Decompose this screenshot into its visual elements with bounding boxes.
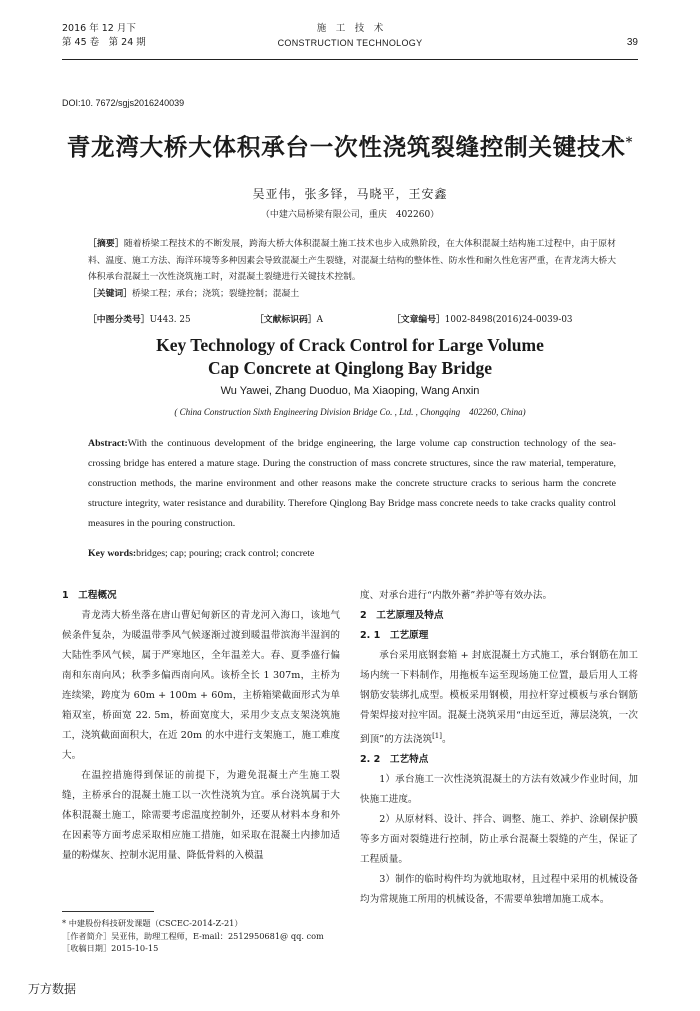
keywords-en [88, 548, 616, 559]
footnote-author: ［作者简介］吴亚伟，助理工程师，E-mail：2512950681@ qq. com [62, 930, 324, 941]
section-1-continuation: 度、对承台进行“内散外蓄”养护等有效办法。 [360, 590, 553, 601]
section-2-1-paragraph [360, 646, 638, 750]
journal-name [62, 22, 638, 50]
feature-item-2: 2）从原材料、设计、拌合、调整、施工、养护、涂刷保护膜等多方面对裂缝进行控制，防止承台混凝土裂缝的产生，保证了工程质量。 [360, 814, 638, 866]
title-en-line1: Key Technology of Crack Control for Large Volume [156, 335, 544, 355]
section-1-paragraph-2: 在温控措施得到保证的前提下，为避免混凝土产生施工裂缝，主桥承台的混凝土施工以一次性浇筑为宜。承台浇筑属于大体积混凝土施工，除需要考虑温度控制外，还要从材料本身和外在因素等方面考虑采取相应施工措施，如采取在混凝土内掺加适量的粉煤灰、控制水泥用量、降低骨料的入模温 [62, 770, 340, 861]
abstract-en [88, 434, 616, 534]
abstract-en-text: With the continuous development of the bridge engineering, the large volume cap construction technology of the sea-crossing bridge has entered a mature stage. During the construction of mass concrete structures, since the raw material, temperature, construction methods, the marine environment and other reasons make the concrete structure cracks to serious harm the concrete structure integrity, water resistance and durability. Therefore Qinglong Bay Bridge mass concrete needs to take cracks quality control measures in the pouring construction. [88, 438, 616, 529]
article-number-value: 1002-8498(2016)24-0039-03 [444, 315, 573, 325]
section-1-heading: 1 工程概况 [62, 590, 117, 601]
keywords-cn-label: ［关键词］ [88, 288, 132, 299]
journal-name-cn: 施 工 技 术 [316, 23, 384, 34]
authors-cn: 吴亚伟，张多铎，马晓平，王安鑫 [252, 187, 448, 201]
journal-name-en: CONSTRUCTION TECHNOLOGY [277, 38, 423, 48]
classification-value: U443. 25 [149, 315, 191, 325]
doi: DOI:10. 7672/sgjs2016240039 [62, 98, 185, 108]
article-number-label: ［文章编号］ [392, 315, 445, 325]
title-en-line2: Cap Concrete at Qinglong Bay Bridge [207, 358, 493, 378]
abstract-en-label: Abstract: [88, 438, 128, 449]
issue-date: 2016 年 12 月下 [62, 23, 136, 34]
section-2-1-end: 。 [441, 734, 452, 746]
section-1-paragraph-1: 青龙湾大桥坐落在唐山曹妃甸新区的青龙河入海口，该地气候条件复杂，为暖温带季风气候逐渐过渡到暖温带滨海半湿润的大陆性季风气候，属于严寒地区，全年温差大。春、夏季盛行偏南和东南向风；秋季多偏西南向风。该桥全长 1 307m，主桥为连续梁，跨度为 60m + 100m + 60m，主桥箱梁截面形式为单箱双室，桥面宽 22. 5m，桥面宽度大，采用少支点支架浇筑施工，浇筑截面面积大，在近 20m 的水中进行支架施工，施工难度大。 [62, 610, 340, 761]
keywords-en-text: bridges; cap; pouring; crack control; concrete [136, 548, 315, 559]
body-column-left [62, 586, 340, 866]
issue-volume: 第 45 卷 第 24 期 [62, 37, 146, 48]
document-code-label: ［文献标识码］ [255, 315, 317, 325]
section-2-1-text: 承台采用底钢套箱 + 封底混凝土方式施工，承台钢筋在加工场内统一下料制作，用拖板车运至现场施工位置，最后用人工将钢筋安装绑扎成型。模板采用钢模，用拉杆穿过模板与承台钢筋骨架焊接对拉牢固。混凝土浇筑采用“由远至近，薄层浇筑，一次到顶”的方法浇筑 [360, 650, 638, 746]
footnotes [62, 917, 342, 955]
footnote-divider [62, 911, 154, 912]
keywords-cn [88, 286, 616, 303]
abstract-cn-body [88, 236, 616, 286]
document-code [255, 312, 323, 325]
section-2-1-heading: 2. 1 工艺原理 [360, 630, 429, 641]
feature-item-3: 3）制作的临时构件均为就地取材，且过程中采用的机械设备均为常规施工所用的机械设备，不需要单独增加施工成本。 [360, 874, 638, 906]
document-code-value: A [316, 315, 323, 325]
title-footnote-mark: * [625, 135, 634, 151]
abstract-cn [88, 236, 616, 302]
classification-number [88, 312, 191, 325]
footnote-fund: * 中建股份科技研发课题（CSCEC-2014-Z-21） [62, 918, 243, 928]
abstract-cn-label: ［摘要］ [88, 239, 124, 249]
keywords-cn-text: 桥梁工程；承台；浇筑；裂缝控制；混凝土 [132, 288, 300, 299]
keywords-en-label: Key words: [88, 548, 137, 559]
footnote-received: ［收稿日期］2015-10-15 [62, 943, 159, 953]
feature-item-1: 1）承台施工一次性浇筑混凝土的方法有效减少作业时间，加快施工进度。 [360, 774, 638, 806]
title-en [62, 334, 638, 380]
abstract-cn-text: 随着桥梁工程技术的不断发展，跨海大桥大体积混凝土施工技术也步入成熟阶段，在大体积混凝土结构施工过程中，由于原材料、温度、施工方法、海洋环境等多种因素会导致混凝土产生裂缝，对混凝土结构的整体性、防水性和耐久性危害严重，在青龙湾大桥大体积承台混凝土一次性浇筑施工时，对混凝土裂缝进行关键技术控制。 [88, 239, 616, 282]
title-cn-text: 青龙湾大桥大体积承台一次性浇筑裂缝控制关键技术 [66, 133, 626, 161]
running-header [62, 22, 638, 60]
affiliation-cn: （中建六局桥梁有限公司，重庆 402260） [260, 210, 440, 220]
article-number [392, 312, 573, 325]
authors-en: Wu Yawei, Zhang Duoduo, Ma Xiaoping, Wang Anxin [220, 385, 480, 397]
citation-ref[interactable]: [1] [432, 732, 442, 740]
body-column-right [360, 586, 638, 910]
classification-label: ［中图分类号］ [88, 315, 150, 325]
title-cn [62, 128, 638, 162]
watermark: 万方数据 [28, 982, 77, 996]
affiliation-en: ( China Construction Sixth Engineering Division Bridge Co. , Ltd. , Chongqing 402260, China) [174, 407, 526, 417]
page-number: 39 [626, 37, 638, 48]
section-2-2-heading: 2. 2 工艺特点 [360, 754, 429, 766]
section-2-heading: 2 工艺原理及特点 [360, 610, 444, 621]
